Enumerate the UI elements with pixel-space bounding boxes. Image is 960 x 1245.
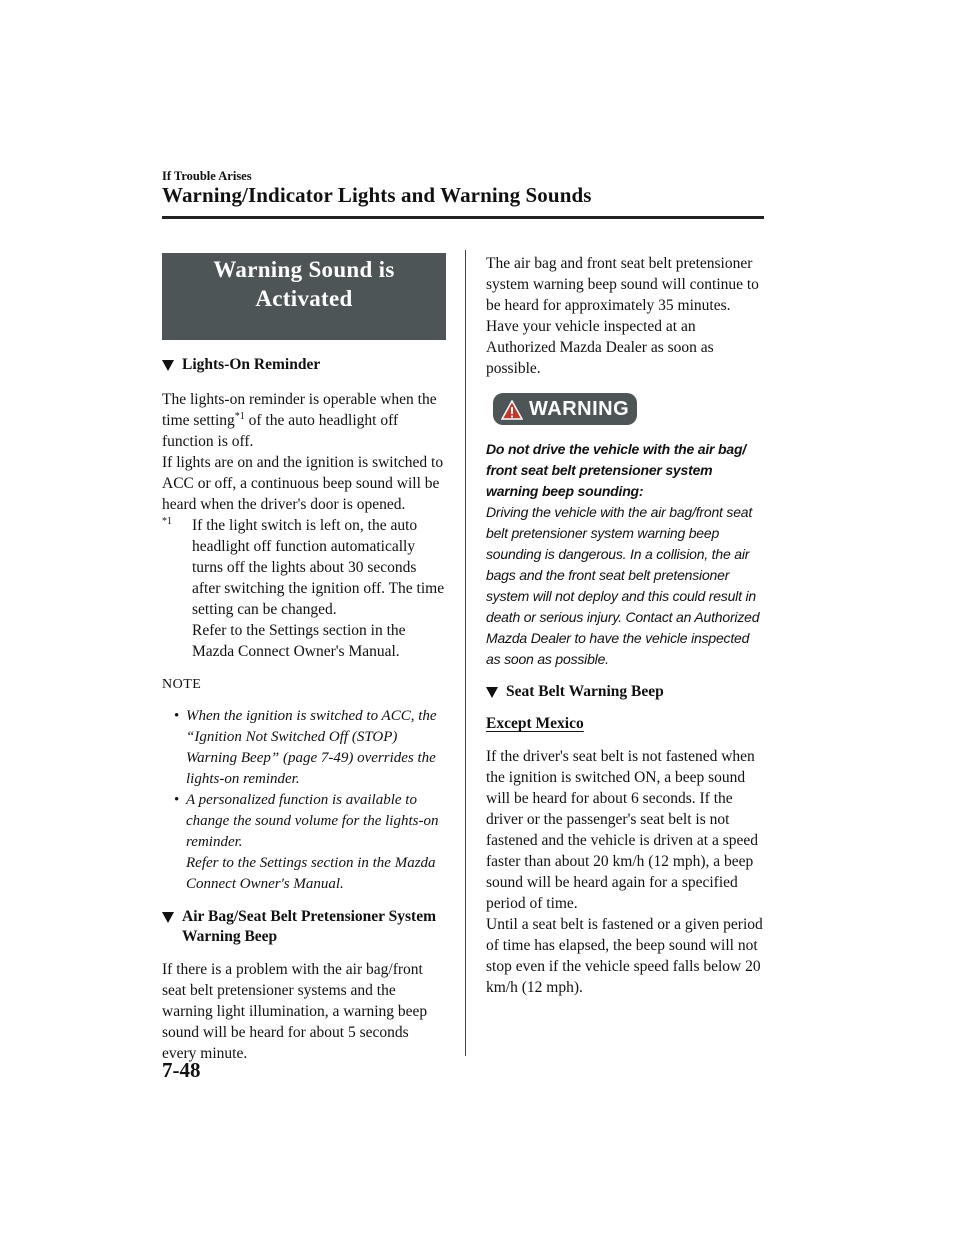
footnote-ref: *1 [234,410,245,422]
title-rule [162,216,764,219]
airbag-heading-text: Air Bag/Seat Belt Pretensioner System Warning Beep [182,908,436,945]
bullet: • [174,792,180,808]
seatbelt-heading [486,682,764,702]
seatbelt-para-1: If the driver's seat belt is not fastened when the ignition is switched ON, a beep sound will be heard for about 6 seconds. If the driver or the passenger's seat belt is not fastened and the vehicle is driven at a speed faster than about 20 km/h (12 mph), a beep sound will be heard again for a specified period of time. [486,748,758,912]
warning-badge-wrap [493,393,764,425]
lights-on-heading [162,355,446,375]
footnote-ref-text: Refer to the Settings section in the Mazda Connect Owner's Manual. [192,622,406,660]
seatbelt-heading-text: Seat Belt Warning Beep [506,683,664,700]
warning-triangle-icon [501,400,523,420]
section-banner [162,253,446,340]
footnote [162,515,446,662]
note-item-2-text: A personalized function is available to change the sound volume for the lights-on reminder. [186,792,439,850]
banner-line-2: Activated [255,286,353,311]
triangle-down-icon [162,360,174,371]
warning-text: Driving the vehicle with the air bag/front seat belt pretensioner system warning beep sounding is dangerous. In a collision, the air bags and the front seat belt pretensioner system will not deploy and this could result in death or serious injury. Contact an Authorized Mazda Dealer to have the vehicle inspected as soon as possible. [486,504,760,667]
warning-badge-label: WARNING [529,398,630,420]
column-divider [465,250,466,1056]
triangle-down-icon [162,912,174,923]
warning-bold-text: Do not drive the vehicle with the air bag/ front seat belt pretensioner system warning beep sounding: [486,441,746,499]
left-column [162,253,446,1064]
note-item-2-ref: Refer to the Settings section in the Mazda Connect Owner's Manual. [186,855,436,892]
lights-on-para-1 [162,389,446,452]
warning-body [486,439,764,670]
footnote-text: If the light switch is left on, the auto headlight off function automatically turns off the lights about 30 seconds after switching the ignition off. The time setting can be changed. [192,517,445,618]
note-item-1-text: When the ignition is switched to ACC, the “Ignition Not Switched Off (STOP) Warning Beep” (page 7-49) overrides the lights-on reminder. [186,708,437,787]
banner-line-1: Warning Sound is [213,257,395,282]
bullet: • [174,708,180,724]
triangle-down-icon [486,687,498,698]
note-item [162,790,446,895]
airbag-continued-para: The air bag and front seat belt pretensioner system warning beep sound will continue to be heard for approximately 35 minutes. Have your vehicle inspected at an Authorized Mazda Dealer as soon as possible. [486,255,759,377]
lights-on-para-1b: of the auto headlight off function is off. [162,412,399,450]
warning-badge [493,393,637,425]
page-number: 7-48 [162,1058,201,1082]
page-title: Warning/Indicator Lights and Warning Sounds [162,183,592,207]
seatbelt-para-2: Until a seat belt is fastened or a given period of time has elapsed, the beep sound will not stop even if the vehicle speed falls below 20 km/h (12 mph). [486,916,763,996]
note-label: NOTE [162,677,202,692]
airbag-heading [162,907,446,947]
footnote-mark: *1 [162,515,172,527]
airbag-para: If there is a problem with the air bag/front seat belt pretensioner systems and the warning light illumination, a warning beep sound will be heard for about 5 seconds every minute. [162,961,428,1062]
lights-on-para-2: If lights are on and the ignition is switched to ACC or off, a continuous beep sound will be heard when the driver's door is opened. [162,454,444,513]
except-mexico-subheading: Except Mexico [486,715,584,732]
note-item [162,706,446,790]
section-label: If Trouble Arises [162,169,252,183]
right-column [486,253,764,998]
lights-on-para-1a: The lights-on reminder is operable when the time setting [162,391,437,429]
lights-on-heading-text: Lights-On Reminder [182,356,321,373]
